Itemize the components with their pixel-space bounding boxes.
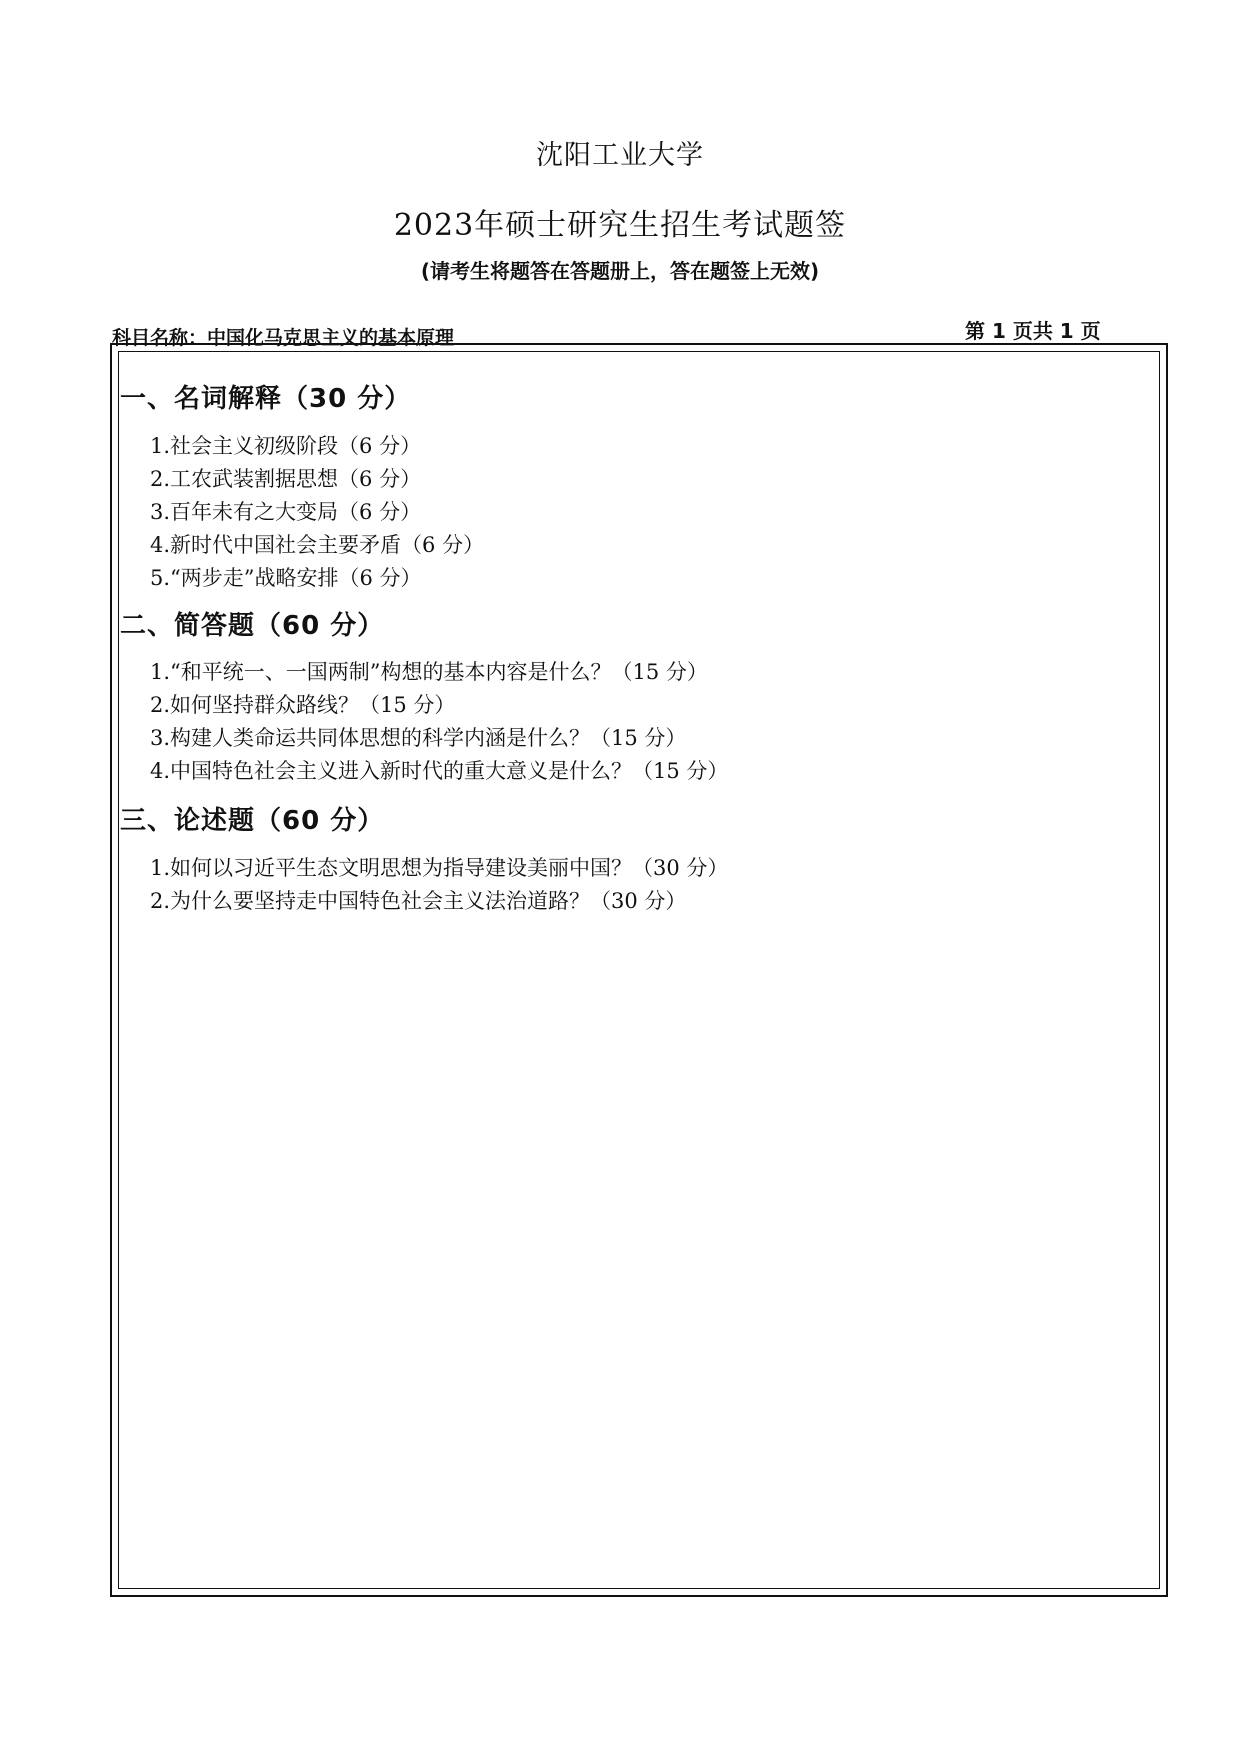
university-name: 沈阳工业大学 bbox=[536, 140, 704, 171]
exam-title: 2023年硕士研究生招生考试题签 bbox=[393, 208, 847, 243]
section-title-short-answer: 二、简答题（60 分） bbox=[120, 611, 385, 641]
question-item: 2.为什么要坚持走中国特色社会主义法治道路？（30 分） bbox=[150, 889, 687, 913]
page-info: 第 1 页共 1 页 bbox=[965, 319, 1101, 343]
question-item: 3.构建人类命运共同体思想的科学内涵是什么？（15 分） bbox=[150, 726, 687, 750]
question-item: 4.新时代中国社会主要矛盾（6 分） bbox=[150, 533, 485, 557]
section-title-terms: 一、名词解释（30 分） bbox=[120, 384, 412, 414]
question-item: 1.社会主义初级阶段（6 分） bbox=[150, 434, 422, 458]
question-item: 2.如何坚持群众路线？（15 分） bbox=[150, 693, 456, 717]
question-item: 2.工农武装割据思想（6 分） bbox=[150, 467, 422, 491]
question-item: 5.“两步走”战略安排（6 分） bbox=[150, 566, 422, 590]
answer-notice: (请考生将题答在答题册上，答在题签上无效) bbox=[420, 259, 820, 283]
question-item: 1.如何以习近平生态文明思想为指导建设美丽中国？（30 分） bbox=[150, 856, 729, 880]
question-item: 4.中国特色社会主义进入新时代的重大意义是什么？（15 分） bbox=[150, 759, 729, 783]
question-item: 1.“和平统一、一国两制”构想的基本内容是什么？（15 分） bbox=[150, 660, 708, 684]
question-item: 3.百年未有之大变局（6 分） bbox=[150, 500, 422, 524]
subject-name: 科目名称：中国化马克思主义的基本原理 bbox=[112, 327, 455, 349]
section-title-essay: 三、论述题（60 分） bbox=[120, 806, 385, 836]
